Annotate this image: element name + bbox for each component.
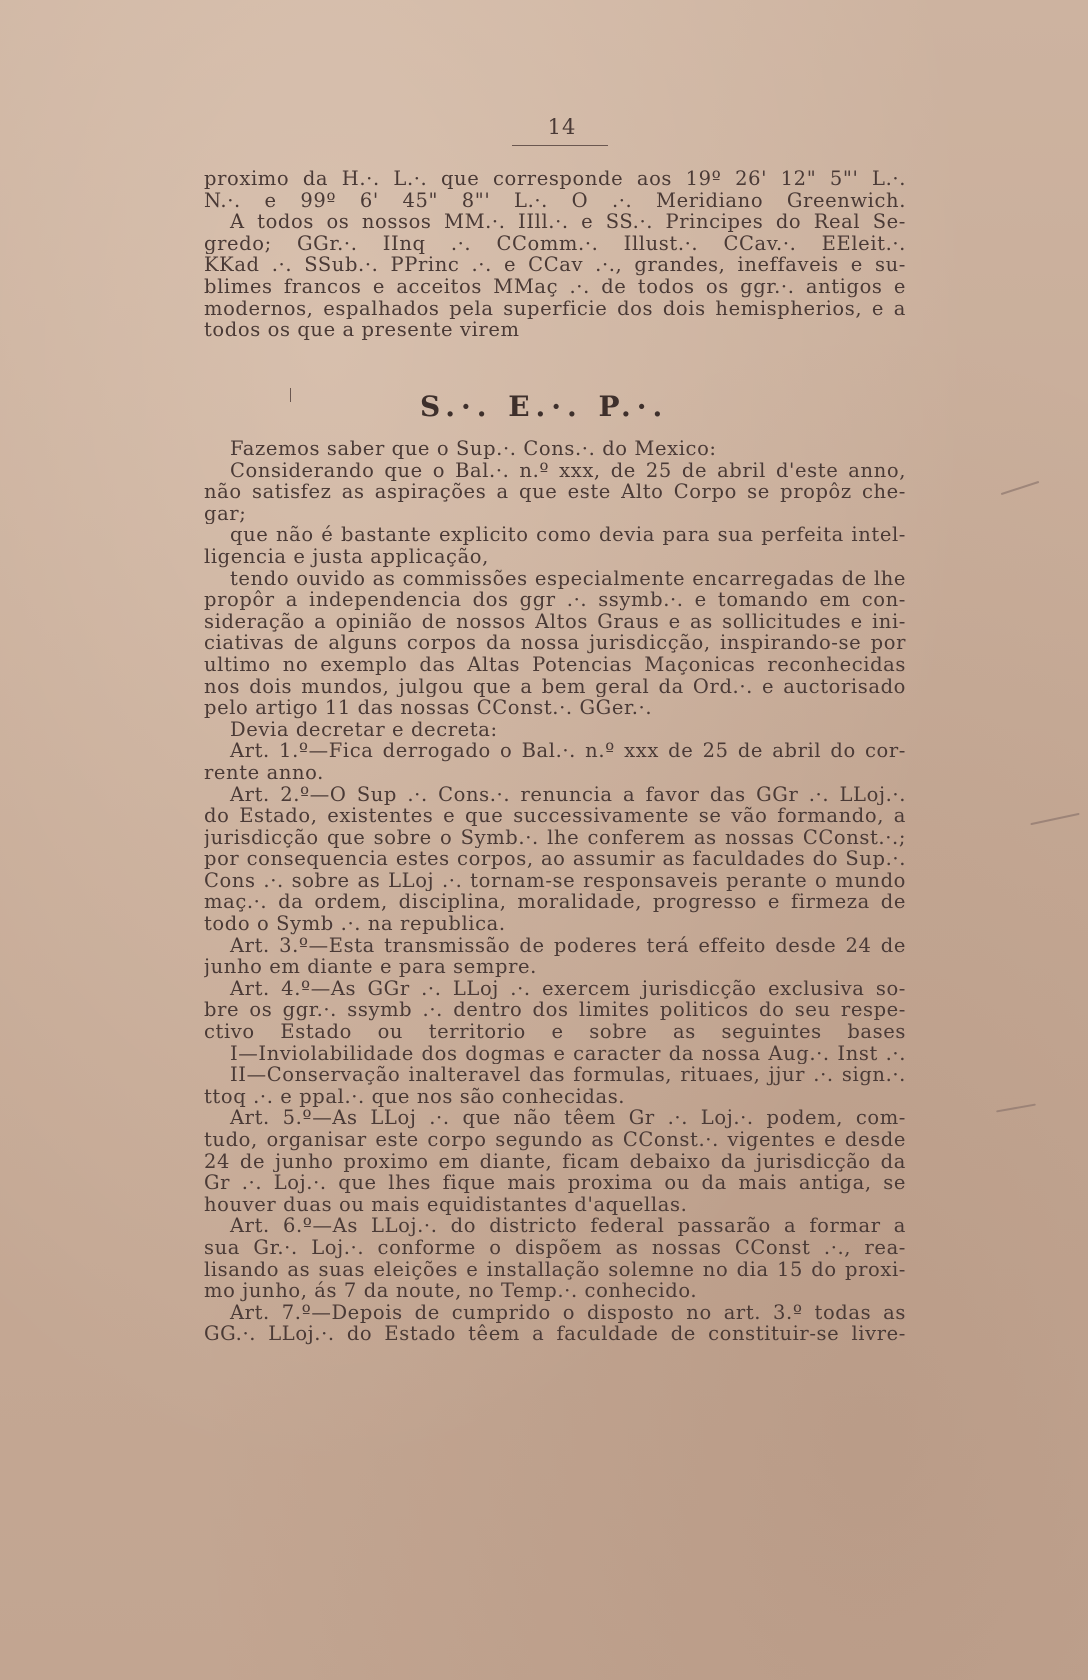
body-line: Cons .·. sobre as LLoj .·. tornam-se responsaveis perante o mundo (204, 869, 906, 892)
body-line: mo junho, ás 7 da noute, no Temp.·. conhecido. (204, 1280, 698, 1302)
page-number-rule (512, 145, 608, 146)
intro-text (204, 168, 906, 341)
body-line: não satisfez as aspirações a que este Alto Corpo se propôz che- (204, 481, 906, 503)
page-number: 14 (547, 115, 577, 139)
body-line: junho em diante e para sempre. (204, 956, 537, 978)
margin-smudge (996, 1104, 1036, 1113)
body-line: todo o Symb .·. na republica. (204, 913, 506, 935)
body-line: Devia decretar e decreta: (230, 718, 498, 741)
body-line: maç.·. da ordem, disciplina, moralidade, progresso e firmeza de (204, 891, 906, 914)
body-line: sideração a opinião de nossos Altos Graus e as sollicitudes e ini- (204, 610, 906, 633)
body-line: Considerando que o Bal.·. n.º xxx, de 25 de abril d'este anno, (230, 459, 906, 482)
body-line: Art. 4.º—As GGr .·. LLoj .·. exercem jurisdicção exclusiva so- (230, 977, 906, 1000)
margin-smudge (1001, 481, 1040, 495)
body-line: nos dois mundos, julgou que a bem geral da Ord.·. e auctorisado (204, 675, 906, 698)
intro-line: todos os que a presente virem (204, 319, 520, 341)
margin-tick (290, 388, 291, 402)
body-line: 24 de junho proximo em diante, ficam debaixo da jurisdicção da (204, 1150, 906, 1173)
body-line: Art. 7.º—Depois de cumprido o disposto no art. 3.º todas as (230, 1301, 906, 1324)
body-line: ciativas de alguns corpos da nossa jurisdicção, inspirando-se por (204, 632, 906, 654)
section-heading: S.·. E.·. P.·. (420, 390, 669, 423)
body-line: Fazemos saber que o Sup.·. Cons.·. do Mexico: (230, 438, 717, 460)
body-line: Art. 6.º—As LLoj.·. do districto federal passarão a formar a (230, 1215, 906, 1237)
body-line: Art. 5.º—As LLoj .·. que não têem Gr .·. Loj.·. podem, com- (230, 1107, 906, 1129)
body-line: do Estado, existentes e que successivamente se vão formando, a (204, 805, 906, 827)
body-line: que não é bastante explicito como devia para sua perfeita intel- (230, 524, 906, 546)
body-line: Gr .·. Loj.·. que lhes fique mais proxima ou da mais antiga, se (204, 1172, 906, 1194)
body-line: sua Gr.·. Loj.·. conforme o dispõem as nossas CConst .·., rea- (204, 1236, 906, 1259)
intro-line: N.·. e 99º 6' 45" 8"' L.·. O .·. Meridiano Greenwich. (204, 189, 906, 212)
intro-line: gredo; GGr.·. IInq .·. CComm.·. Illust.·. CCav.·. EEleit.·. (204, 232, 906, 255)
body-line: tudo, organisar este corpo segundo as CConst.·. vigentes e desde (204, 1129, 906, 1151)
intro-line: proximo da H.·. L.·. que corresponde aos 19º 26' 12" 5"' L.·. (204, 168, 906, 190)
body-line: II—Conservação inalteravel das formulas, rituaes, jjur .·. sign.·. (230, 1064, 906, 1086)
body-line: pelo artigo 11 das nossas CConst.·. GGer.·. (204, 697, 653, 719)
body-line: tendo ouvido as commissões especialmente encarregadas de lhe (230, 567, 906, 590)
body-line: gar; (204, 502, 247, 525)
body-line: Art. 2.º—O Sup .·. Cons.·. renuncia a favor das GGr .·. LLoj.·. (230, 783, 906, 806)
body-line: I—Inviolabilidade dos dogmas e caracter da nossa Aug.·. Inst .·. (230, 1042, 906, 1065)
body-line: lisando as suas eleições e installação solemne no dia 15 do proxi- (204, 1258, 906, 1281)
body-line: ctivo Estado ou territorio e sobre as seguintes bases (204, 1021, 906, 1043)
body-line: houver duas ou mais equidistantes d'aquellas. (204, 1193, 688, 1216)
body-line: Art. 3.º—Esta transmissão de poderes terá effeito desde 24 de (230, 934, 906, 957)
body-line: bre os ggr.·. ssymb .·. dentro dos limites politicos do seu respe- (204, 999, 906, 1022)
margin-smudge (1030, 813, 1079, 825)
intro-line: modernos, espalhados pela superficie dos dois hemispherios, e a (204, 297, 906, 320)
body-line: por consequencia estes corpos, ao assumir as faculdades do Sup.·. (204, 848, 906, 870)
intro-line: blimes francos e acceitos MMaç .·. de todos os ggr.·. antigos e (204, 275, 906, 298)
intro-line: A todos os nossos MM.·. IIll.·. e SS.·. Principes do Real Se- (230, 211, 906, 233)
decree-text (204, 438, 906, 1345)
body-line: rente anno. (204, 761, 324, 784)
body-line: GG.·. LLoj.·. do Estado têem a faculdade de constituir-se livre- (204, 1323, 906, 1345)
intro-line: KKad .·. SSub.·. PPrinc .·. e CCav .·., grandes, ineffaveis e su- (204, 254, 906, 276)
body-line: ligencia e justa applicação, (204, 545, 489, 568)
body-line: propôr a independencia dos ggr .·. ssymb.·. e tomando em con- (204, 589, 906, 611)
body-line: jurisdicção que sobre o Symb.·. lhe conferem as nossas CConst.·.; (204, 826, 906, 849)
body-line: ultimo no exemplo das Altas Potencias Maçonicas reconhecidas (204, 653, 906, 676)
body-line: ttoq .·. e ppal.·. que nos são conhecidas. (204, 1085, 626, 1108)
body-line: Art. 1.º—Fica derrogado o Bal.·. n.º xxx de 25 de abril do cor- (230, 740, 906, 762)
